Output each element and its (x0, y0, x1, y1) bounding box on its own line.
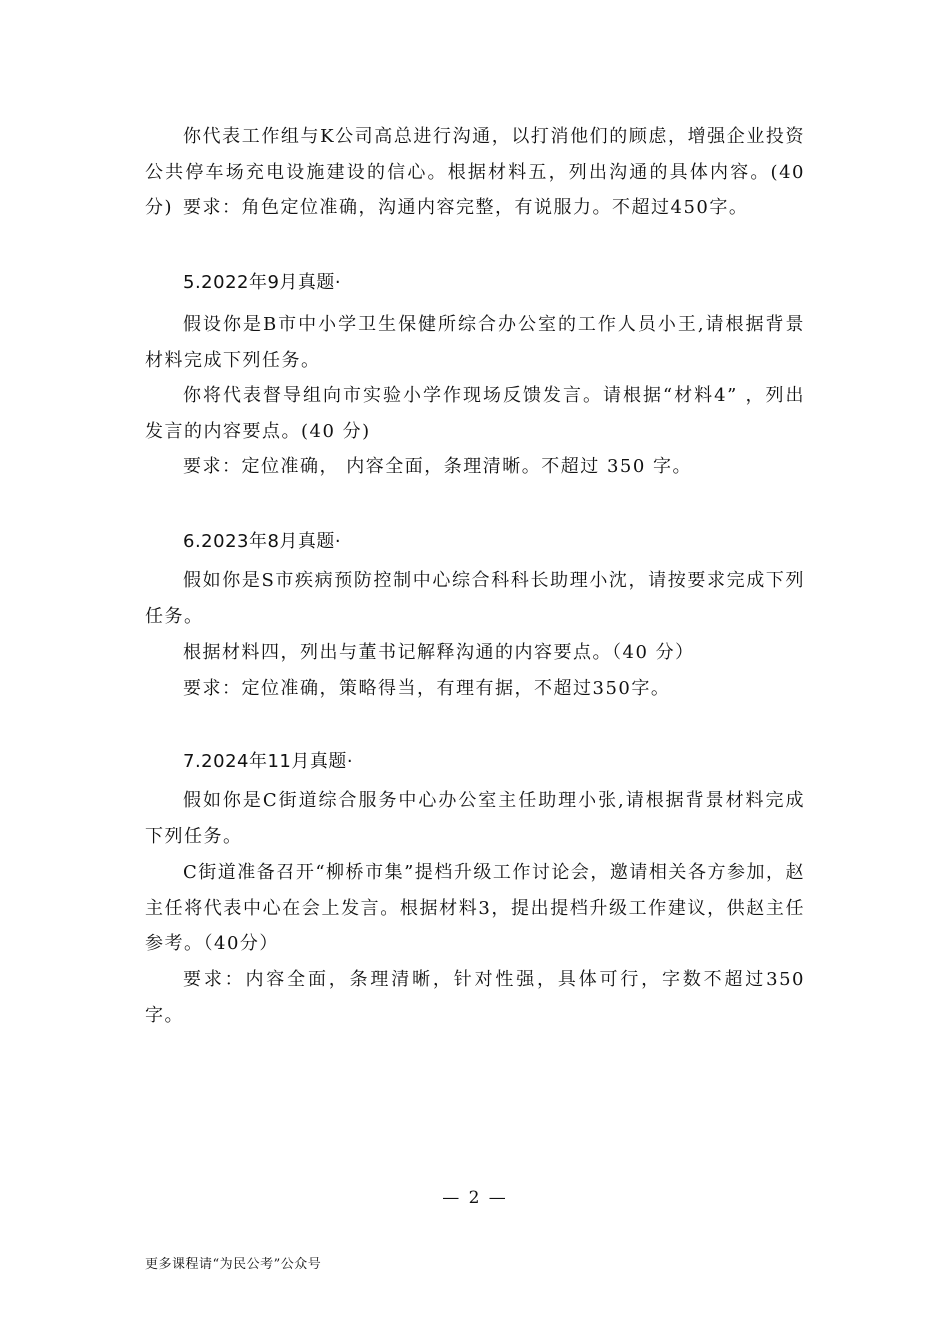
page-number: — 2 — (442, 1188, 508, 1208)
section5-heading: 5.2022年9月真题· (183, 272, 342, 293)
section4-requirement: 要求：角色定位准确，沟通内容完整，有说服力。不超过450字。 (183, 197, 749, 218)
section7-intro: 假如你是C街道综合服务中心办公室主任助理小张,请根据背景材料完成下列任务。 (145, 790, 805, 847)
section6-intro: 假如你是S市疾病预防控制中心综合科科长助理小沈，请按要求完成下列任务。 (145, 570, 805, 627)
section6-requirement: 要求：定位准确，策略得当，有理有据，不超过350字。 (183, 678, 671, 699)
section5-task: 你将代表督导组向市实验小学作现场反馈发言。请根据“材料4” ，列出发言的内容要点。(40 分) (145, 385, 805, 442)
section6-heading: 6.2023年8月真题· (183, 531, 342, 552)
section6-task: 根据材料四，列出与董书记解释沟通的内容要点。（40 分） (183, 642, 695, 663)
footer-note: 更多课程请“为民公考”公众号 (145, 1257, 322, 1272)
section5-requirement: 要求：定位准确， 内容全面，条理清晰。不超过 350 字。 (183, 456, 693, 477)
section5-intro: 假设你是B市中小学卫生保健所综合办公室的工作人员小王,请根据背景材料完成下列任务。 (145, 314, 805, 371)
section4-task: 你代表工作组与K公司高总进行沟通，以打消他们的顾虑，增强企业投资公共停车场充电设施建设的信心。根据材料五，列出沟通的具体内容。(40 分) (145, 126, 805, 218)
section7-task: C街道准备召开“柳桥市集”提档升级工作讨论会，邀请相关各方参加，赵主任将代表中心在会上发言。根据材料3，提出提档升级工作建议，供赵主任参考。（40分） (145, 862, 805, 954)
section7-requirement: 要求：内容全面，条理清晰，针对性强，具体可行，字数不超过350字。 (145, 969, 805, 1026)
section7-heading: 7.2024年11月真题· (183, 751, 354, 772)
